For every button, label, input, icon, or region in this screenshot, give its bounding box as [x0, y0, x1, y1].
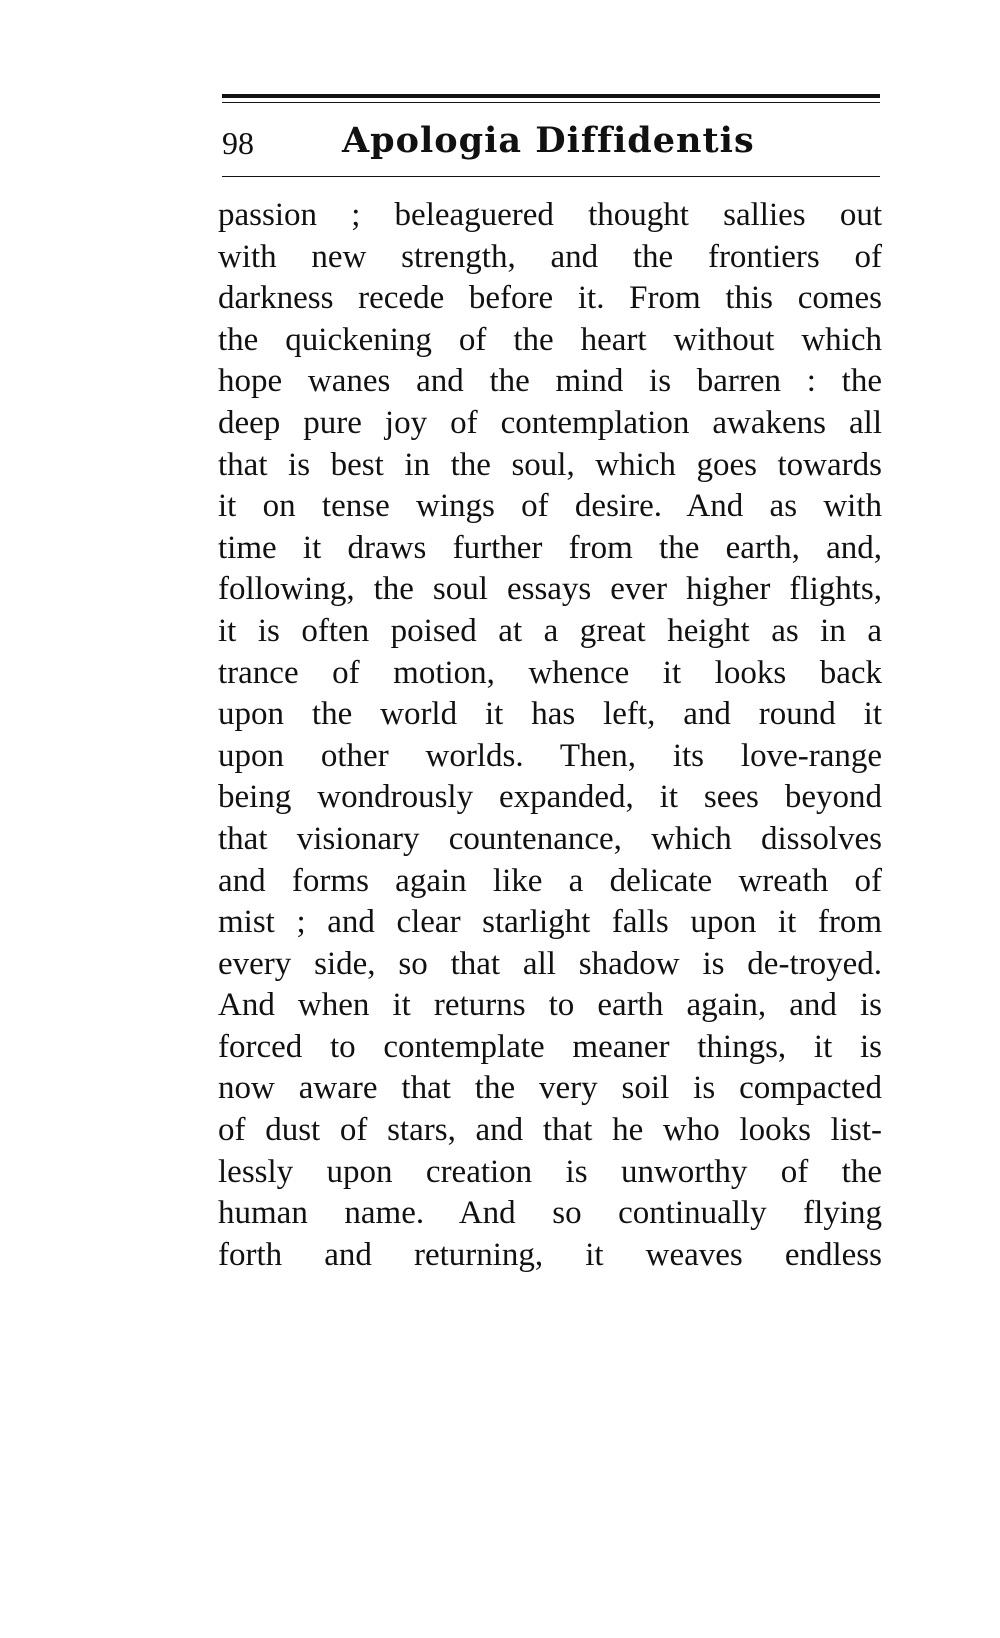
- body-text: [218, 195, 882, 1276]
- text-line-8: it on tense wings of desire. And as with: [218, 488, 882, 525]
- text-line-22: now aware that the very soil is compacted: [218, 1070, 882, 1107]
- text-line-1: passion ; beleaguered thought sallies out: [218, 197, 882, 233]
- text-line-21: forced to contemplate meaner things, it is: [218, 1028, 882, 1065]
- text-line-23: of dust of stars, and that he who looks list-: [218, 1112, 882, 1149]
- running-head: [222, 108, 880, 170]
- text-line-12: trance of motion, whence it looks back: [218, 654, 882, 691]
- header-top-rule: [222, 94, 880, 98]
- text-line-16: that visionary countenance, which dissolves: [218, 820, 882, 857]
- text-line-18: mist ; and clear starlight falls upon it from: [218, 904, 882, 941]
- text-line-6: deep pure joy of contemplation awakens all: [218, 404, 882, 441]
- page-number: 98: [222, 125, 254, 161]
- text-line-5: hope wanes and the mind is barren : the: [218, 363, 882, 400]
- text-line-11: it is often poised at a great height as in a: [218, 612, 882, 649]
- text-line-3: darkness recede before it. From this comes: [218, 280, 882, 317]
- text-line-9: time it draws further from the earth, and,: [218, 529, 882, 566]
- text-line-4: the quickening of the heart without which: [218, 321, 882, 358]
- text-line-19: every side, so that all shadow is de-troyed.: [218, 945, 882, 982]
- text-line-24: lessly upon creation is unworthy of the: [218, 1153, 882, 1190]
- text-line-20: And when it returns to earth again, and is: [218, 987, 882, 1024]
- text-line-2: with new strength, and the frontiers of: [218, 238, 882, 275]
- text-line-17: and forms again like a delicate wreath of: [218, 862, 882, 899]
- running-title: Apologia Diffidentis: [342, 120, 755, 161]
- text-line-14: upon other worlds. Then, its love-range: [218, 737, 882, 774]
- text-line-15: being wondrously expanded, it sees beyond: [218, 779, 882, 816]
- text-line-7: that is best in the soul, which goes towards: [218, 446, 882, 483]
- header-top-thin-rule: [222, 102, 880, 103]
- text-line-26: forth and returning, it weaves endless: [218, 1236, 882, 1273]
- text-line-13: upon the world it has left, and round it: [218, 696, 882, 733]
- header-bottom-rule: [222, 176, 880, 177]
- text-line-25: human name. And so continually flying: [218, 1195, 882, 1232]
- text-line-10: following, the soul essays ever higher flights,: [218, 571, 882, 608]
